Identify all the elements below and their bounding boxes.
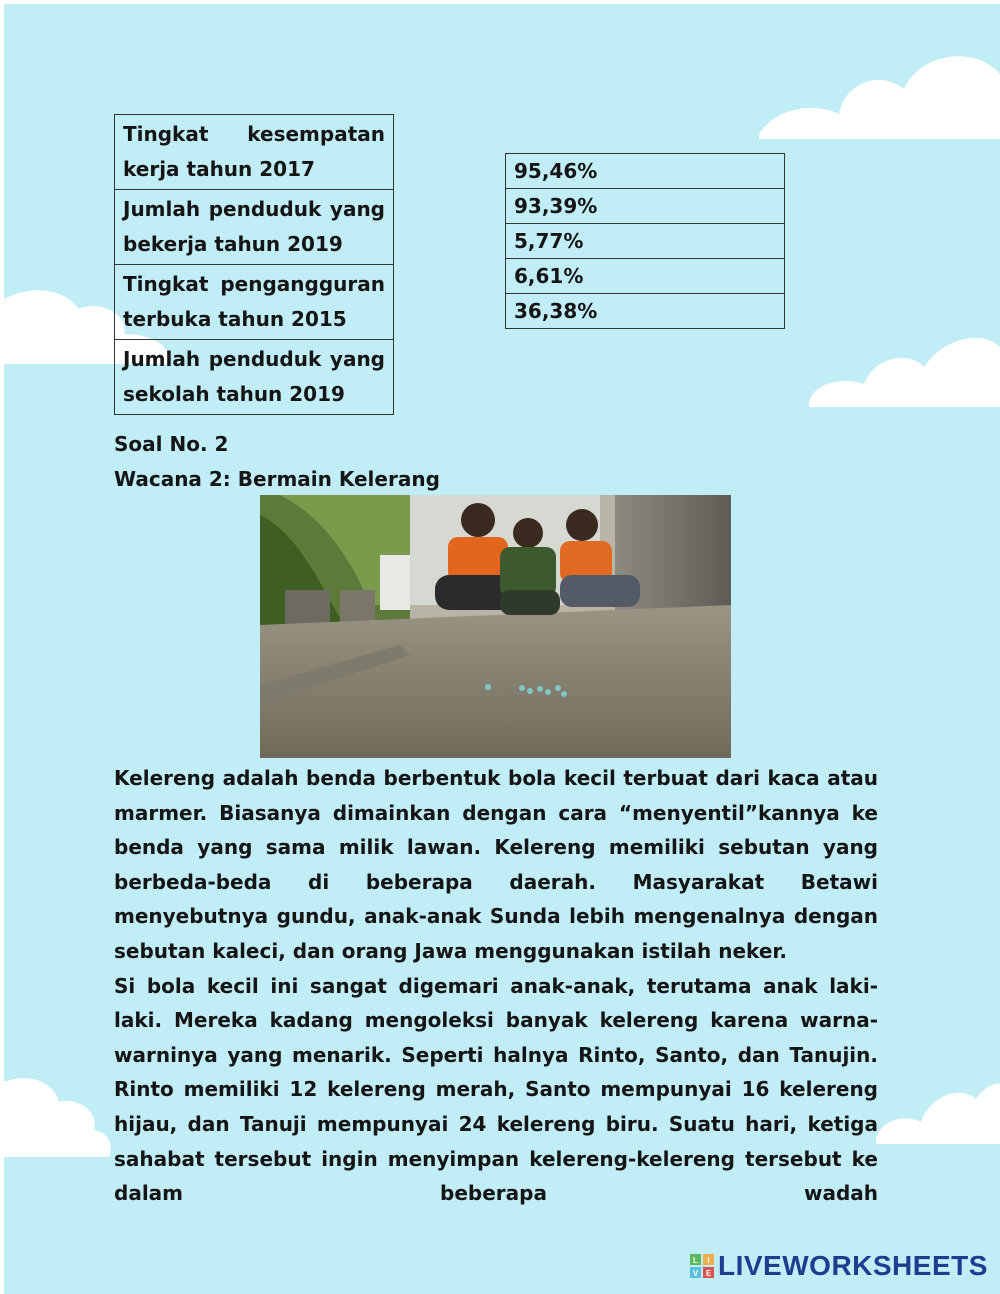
liveworksheets-brand[interactable] (690, 1251, 988, 1281)
indicator-label-line1: Jumlah penduduk yang (123, 197, 385, 221)
table-row (115, 265, 394, 340)
percentage-value-cell[interactable]: 6,61% (506, 259, 785, 294)
cloud-left-bottom (4, 1072, 114, 1162)
percentage-value-cell[interactable]: 95,46% (506, 154, 785, 189)
svg-text:L: L (693, 1256, 698, 1265)
passage-paragraph-1: Kelereng adalah benda berbentuk bola kecil terbuat dari kaca atau marmer. Biasanya dimainkan dengan cara “menyentil”kannya ke benda yang sama milik lawan. Kelereng memiliki sebutan yang berbeda-beda di beberapa daerah. Masyarakat Betawi menyebutnya gundu, anak-anak Sunda lebih mengenalnya dengan sebutan kaleci, dan orang Jawa menggunakan istilah neker. (114, 766, 878, 963)
indicator-label-cell[interactable] (115, 265, 394, 340)
svg-text:E: E (705, 1269, 712, 1278)
question-number-heading: Soal No. 2 (114, 432, 229, 456)
passage-title-heading: Wacana 2: Bermain Kelerang (114, 467, 440, 491)
indicator-label-line1: Tingkat kesempatan (123, 122, 385, 146)
table-row (115, 190, 394, 265)
indicator-label-cell[interactable] (115, 340, 394, 415)
table-row (115, 115, 394, 190)
passage-text (114, 761, 878, 1211)
liveworksheets-logo-icon (690, 1254, 714, 1278)
indicator-label-line2: terbuka tahun 2015 (123, 307, 347, 331)
indicator-label-table (114, 114, 394, 415)
indicator-label-line1: Tingkat pengangguran (123, 272, 385, 296)
svg-text:V: V (692, 1269, 699, 1278)
indicator-label-line2: sekolah tahun 2019 (123, 382, 345, 406)
liveworksheets-wordmark: LIVEWORKSHEETS (718, 1250, 988, 1281)
indicator-label-line1: Jumlah penduduk yang (123, 347, 385, 371)
cloud-right-bottom (876, 1064, 1000, 1144)
percentage-value-table (505, 153, 785, 329)
percentage-value-cell[interactable]: 93,39% (506, 189, 785, 224)
table-row (506, 154, 785, 189)
indicator-label-line2: bekerja tahun 2019 (123, 232, 343, 256)
indicator-label-cell[interactable] (115, 115, 394, 190)
indicator-label-line2: kerja tahun 2017 (123, 157, 315, 181)
passage-paragraph-2: Si bola kecil ini sangat digemari anak-anak, terutama anak laki-laki. Mereka kadang mengoleksi banyak kelereng karena warna-warninya yang menarik. Seperti halnya Rinto, Santo, dan Tanujin. Rinto memiliki 12 kelereng merah, Santo mempunyai 16 kelereng hijau, dan Tanuji mempunyai 24 kelereng biru. Suatu hari, ketiga sahabat tersebut ingin menyimpan kelereng-kelereng tersebut ke dalam beberapa wadah (114, 973, 878, 1206)
children-playing-marbles-photo (260, 495, 731, 758)
indicator-label-cell[interactable] (115, 190, 394, 265)
table-row (506, 224, 785, 259)
svg-text:I: I (707, 1256, 710, 1265)
table-row (506, 189, 785, 224)
percentage-value-cell[interactable]: 36,38% (506, 294, 785, 329)
percentage-value-cell[interactable]: 5,77% (506, 224, 785, 259)
table-row (506, 294, 785, 329)
table-row (506, 259, 785, 294)
cloud-right-middle (809, 322, 1000, 407)
table-row (115, 340, 394, 415)
cloud-top-right (759, 44, 1000, 139)
